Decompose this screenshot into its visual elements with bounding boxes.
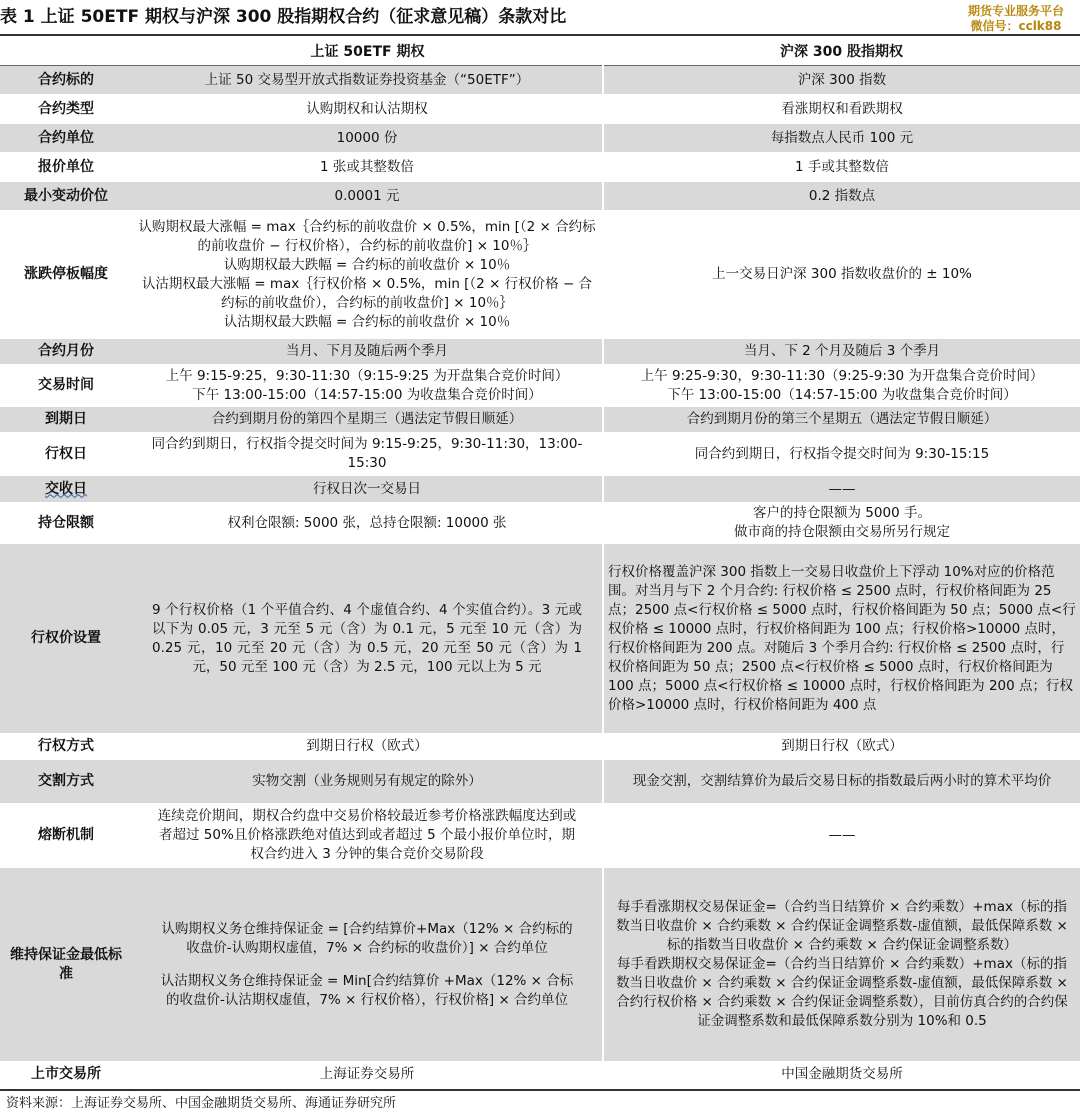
etf-line: 上午 9:15-9:25，9:30-11:30（9:15-9:25 为开盘集合竞价时间） xyxy=(165,367,569,384)
etf-cell: 当月、下月及随后两个季月 xyxy=(132,339,603,365)
etf-cell xyxy=(132,868,603,1062)
header-empty xyxy=(0,36,132,66)
csi-cell xyxy=(603,868,1080,1062)
row-label: 上市交易所 xyxy=(0,1062,132,1088)
etf-cell: 合约到期月份的第四个星期三（遇法定节假日顺延） xyxy=(132,407,603,433)
table-row xyxy=(0,503,1080,544)
comparison-table xyxy=(0,36,1080,1088)
csi-line: 客户的持仓限额为 5000 手。 xyxy=(753,505,931,521)
etf-cell: 实物交割（业务规则另有规定的除外） xyxy=(132,760,603,804)
etf-line: 认沽期权义务仓维持保证金 = Min[合约结算价 +Max（12% × 合标的收盘价-认沽期权虚值，7% × 行权价格），行权价格] × 合约单位 xyxy=(160,972,574,1008)
table-row xyxy=(0,760,1080,804)
csi-cell: 同合约到期日，行权指令提交时间为 9:30-15:15 xyxy=(603,433,1080,476)
etf-cell: 上海证券交易所 xyxy=(132,1062,603,1088)
row-label-text: 交收日 xyxy=(45,480,87,497)
table-row xyxy=(0,804,1080,868)
table-row xyxy=(0,476,1080,503)
row-label: 合约月份 xyxy=(0,339,132,365)
row-label: 最小变动价位 xyxy=(0,182,132,211)
row-label: 持仓限额 xyxy=(0,503,132,544)
csi-cell xyxy=(603,365,1080,407)
csi-cell: 到期日行权（欧式） xyxy=(603,734,1080,760)
etf-line: 认购期权义务仓维持保证金 = [合约结算价+Max（12% × 合约标的收盘价-认购期权虚值，7% × 合约标的收盘价）] × 合约单位 xyxy=(161,920,573,956)
row-label: 行权日 xyxy=(0,433,132,476)
csi-line: 做市商的持仓限额由交易所另行规定 xyxy=(734,524,950,540)
row-label: 行权方式 xyxy=(0,734,132,760)
spacer xyxy=(156,958,578,972)
csi-cell: 合约到期月份的第三个星期五（遇法定节假日顺延） xyxy=(603,407,1080,433)
csi-cell: 上一交易日沪深 300 指数收盘价的 ± 10% xyxy=(603,211,1080,339)
table-row xyxy=(0,433,1080,476)
row-label: 涨跌停板幅度 xyxy=(0,211,132,339)
etf-line: 认沽期权最大涨幅 = max｛行权价格 × 0.5%，min [（2 × 行权价格 − 合约标的前收盘价），合约标的前收盘价] × 10％｝ xyxy=(141,275,593,311)
source-note: 资料来源：上海证券交易所、中国金融期货交易所、海通证券研究所 xyxy=(6,1096,397,1111)
etf-cell: 0.0001 元 xyxy=(132,182,603,211)
header-row xyxy=(0,36,1080,66)
csi-cell: 每指数点人民币 100 元 xyxy=(603,124,1080,153)
etf-line: 下午 13:00-15:00（14:57-15:00 为收盘集合竞价时间） xyxy=(192,386,542,403)
table-row xyxy=(0,868,1080,1062)
csi-cell: 现金交割，交割结算价为最后交易日标的指数最后两小时的算术平均价 xyxy=(603,760,1080,804)
etf-cell xyxy=(132,211,603,339)
row-label: 交割方式 xyxy=(0,760,132,804)
etf-cell: 到期日行权（欧式） xyxy=(132,734,603,760)
etf-cell: 10000 份 xyxy=(132,124,603,153)
table-row xyxy=(0,66,1080,95)
row-label xyxy=(0,476,132,503)
csi-cell xyxy=(603,503,1080,544)
table-row xyxy=(0,95,1080,124)
row-label: 维持保证金最低标准 xyxy=(0,868,132,1062)
etf-cell: 上证 50 交易型开放式指数证券投资基金（“50ETF”） xyxy=(132,66,603,95)
csi-line: 下午 13:00-15:00（14:57-15:00 为收盘集合竞价时间） xyxy=(667,386,1017,403)
row-label: 合约类型 xyxy=(0,95,132,124)
etf-cell xyxy=(132,365,603,407)
table-row xyxy=(0,734,1080,760)
etf-line: 认购期权最大跌幅 = 合约标的前收盘价 × 10％ xyxy=(223,256,511,273)
bottom-rule xyxy=(0,1089,1080,1091)
table-row xyxy=(0,153,1080,182)
watermark xyxy=(968,4,1064,34)
header-csi300: 沪深 300 股指期权 xyxy=(603,36,1080,66)
row-label: 到期日 xyxy=(0,407,132,433)
table-row xyxy=(0,544,1080,734)
csi-line: 每手看跌期权交易保证金=（合约当日结算价 × 合约乘数）+max（标的指数当日收盘价 × 合约乘数 × 合约保证金调整系数-虚值额，最低保障系数 × 合约行权价格 × 合约乘数 × 合约保证金调整系数），目前仿真合约的合约保证金调整系数和最低保障系数分别为 10%和 0.5 xyxy=(616,956,1068,1029)
csi-cell: —— xyxy=(603,476,1080,503)
etf-cell: 同合约到期日，行权指令提交时间为 9:15-9:25，9:30-11:30，13:00-15:30 xyxy=(132,433,603,476)
header-50etf: 上证 50ETF 期权 xyxy=(132,36,603,66)
watermark-line-1: 期货专业服务平台 xyxy=(967,4,1064,18)
csi-line: 每手看涨期权交易保证金=（合约当日结算价 × 合约乘数）+max（标的指数当日收盘价 × 合约乘数 × 合约保证金调整系数-虚值额，最低保障系数 × 标的指数当日收盘价 × 合约乘数 × 合约保证金调整系数） xyxy=(616,899,1068,953)
csi-cell: —— xyxy=(603,804,1080,868)
csi-cell: 中国金融期货交易所 xyxy=(603,1062,1080,1088)
csi-cell: 行权价格覆盖沪深 300 指数上一交易日收盘价上下浮动 10%对应的价格范围。对当月与下 2 个月合约: 行权价格 ≤ 2500 点时，行权价格间距为 25 点；2500 点<行权价格 ≤ 5000 点时，行权价格间距为 50 点；5000 点<行权价格 ≤ 10000 点时，行权价格间距为 100 点；行权价格>10000 点时， 行权价格间距为 200 点。对随后 3 个季月合约: 行权价格 ≤ 2500 点时，行权价格间距为 50 点；2500 点<行权价格 ≤ 5000 点时，行权价格间距为 100 点；5000 点<行权价格 ≤ 10000 点时，行权价格间距为 200 点；行权价格>10000 点时，行权价格间距为 400 点 xyxy=(603,544,1080,734)
etf-cell: 行权日次一交易日 xyxy=(132,476,603,503)
table-row xyxy=(0,339,1080,365)
row-label: 合约标的 xyxy=(0,66,132,95)
row-label: 熔断机制 xyxy=(0,804,132,868)
etf-line: 认购期权最大涨幅 = max｛合约标的前收盘价 × 0.5%，min [（2 × 合约标的前收盘价 − 行权价格），合约标的前收盘价] × 10％｝ xyxy=(138,218,596,254)
table-row xyxy=(0,124,1080,153)
table-row xyxy=(0,407,1080,433)
watermark-line-2: 微信号：cclk88 xyxy=(970,19,1062,33)
etf-cell: 认购期权和认沽期权 xyxy=(132,95,603,124)
csi-line: 上午 9:25-9:30，9:30-11:30（9:25-9:30 为开盘集合竞价时间） xyxy=(640,367,1044,384)
csi-cell: 0.2 指数点 xyxy=(603,182,1080,211)
csi-cell: 1 手或其整数倍 xyxy=(603,153,1080,182)
etf-cell: 1 张或其整数倍 xyxy=(132,153,603,182)
row-label: 交易时间 xyxy=(0,365,132,407)
csi-cell: 当月、下 2 个月及随后 3 个季月 xyxy=(603,339,1080,365)
etf-line: 认沽期权最大跌幅 = 合约标的前收盘价 × 10％ xyxy=(223,313,511,330)
etf-cell: 权利仓限额: 5000 张，总持仓限额: 10000 张 xyxy=(132,503,603,544)
row-label: 报价单位 xyxy=(0,153,132,182)
etf-cell: 连续竞价期间，期权合约盘中交易价格较最近参考价格涨跌幅度达到或者超过 50%且价格涨跌绝对值达到或者超过 5 个最小报价单位时，期权合约进入 3 分钟的集合竞价交易阶段 xyxy=(132,804,603,868)
row-label: 合约单位 xyxy=(0,124,132,153)
etf-cell: 9 个行权价格（1 个平值合约、4 个虚值合约、4 个实值合约）。3 元或以下为 0.05 元，3 元至 5 元（含）为 0.1 元，5 元至 10 元（含）为 0.25 元，10 元至 20 元（含）为 0.5 元，20 元至 50 元（含）为 1 元，50 元至 100 元（含）为 2.5 元，100 元以上为 5 元 xyxy=(132,544,603,734)
csi-cell: 沪深 300 指数 xyxy=(603,66,1080,95)
csi-cell: 看涨期权和看跌期权 xyxy=(603,95,1080,124)
table-row xyxy=(0,365,1080,407)
row-label: 行权价设置 xyxy=(0,544,132,734)
table-row xyxy=(0,211,1080,339)
table-title: 表 1 上证 50ETF 期权与沪深 300 股指期权合约（征求意见稿）条款对比 xyxy=(0,7,567,27)
table-row xyxy=(0,1062,1080,1088)
table-row xyxy=(0,182,1080,211)
